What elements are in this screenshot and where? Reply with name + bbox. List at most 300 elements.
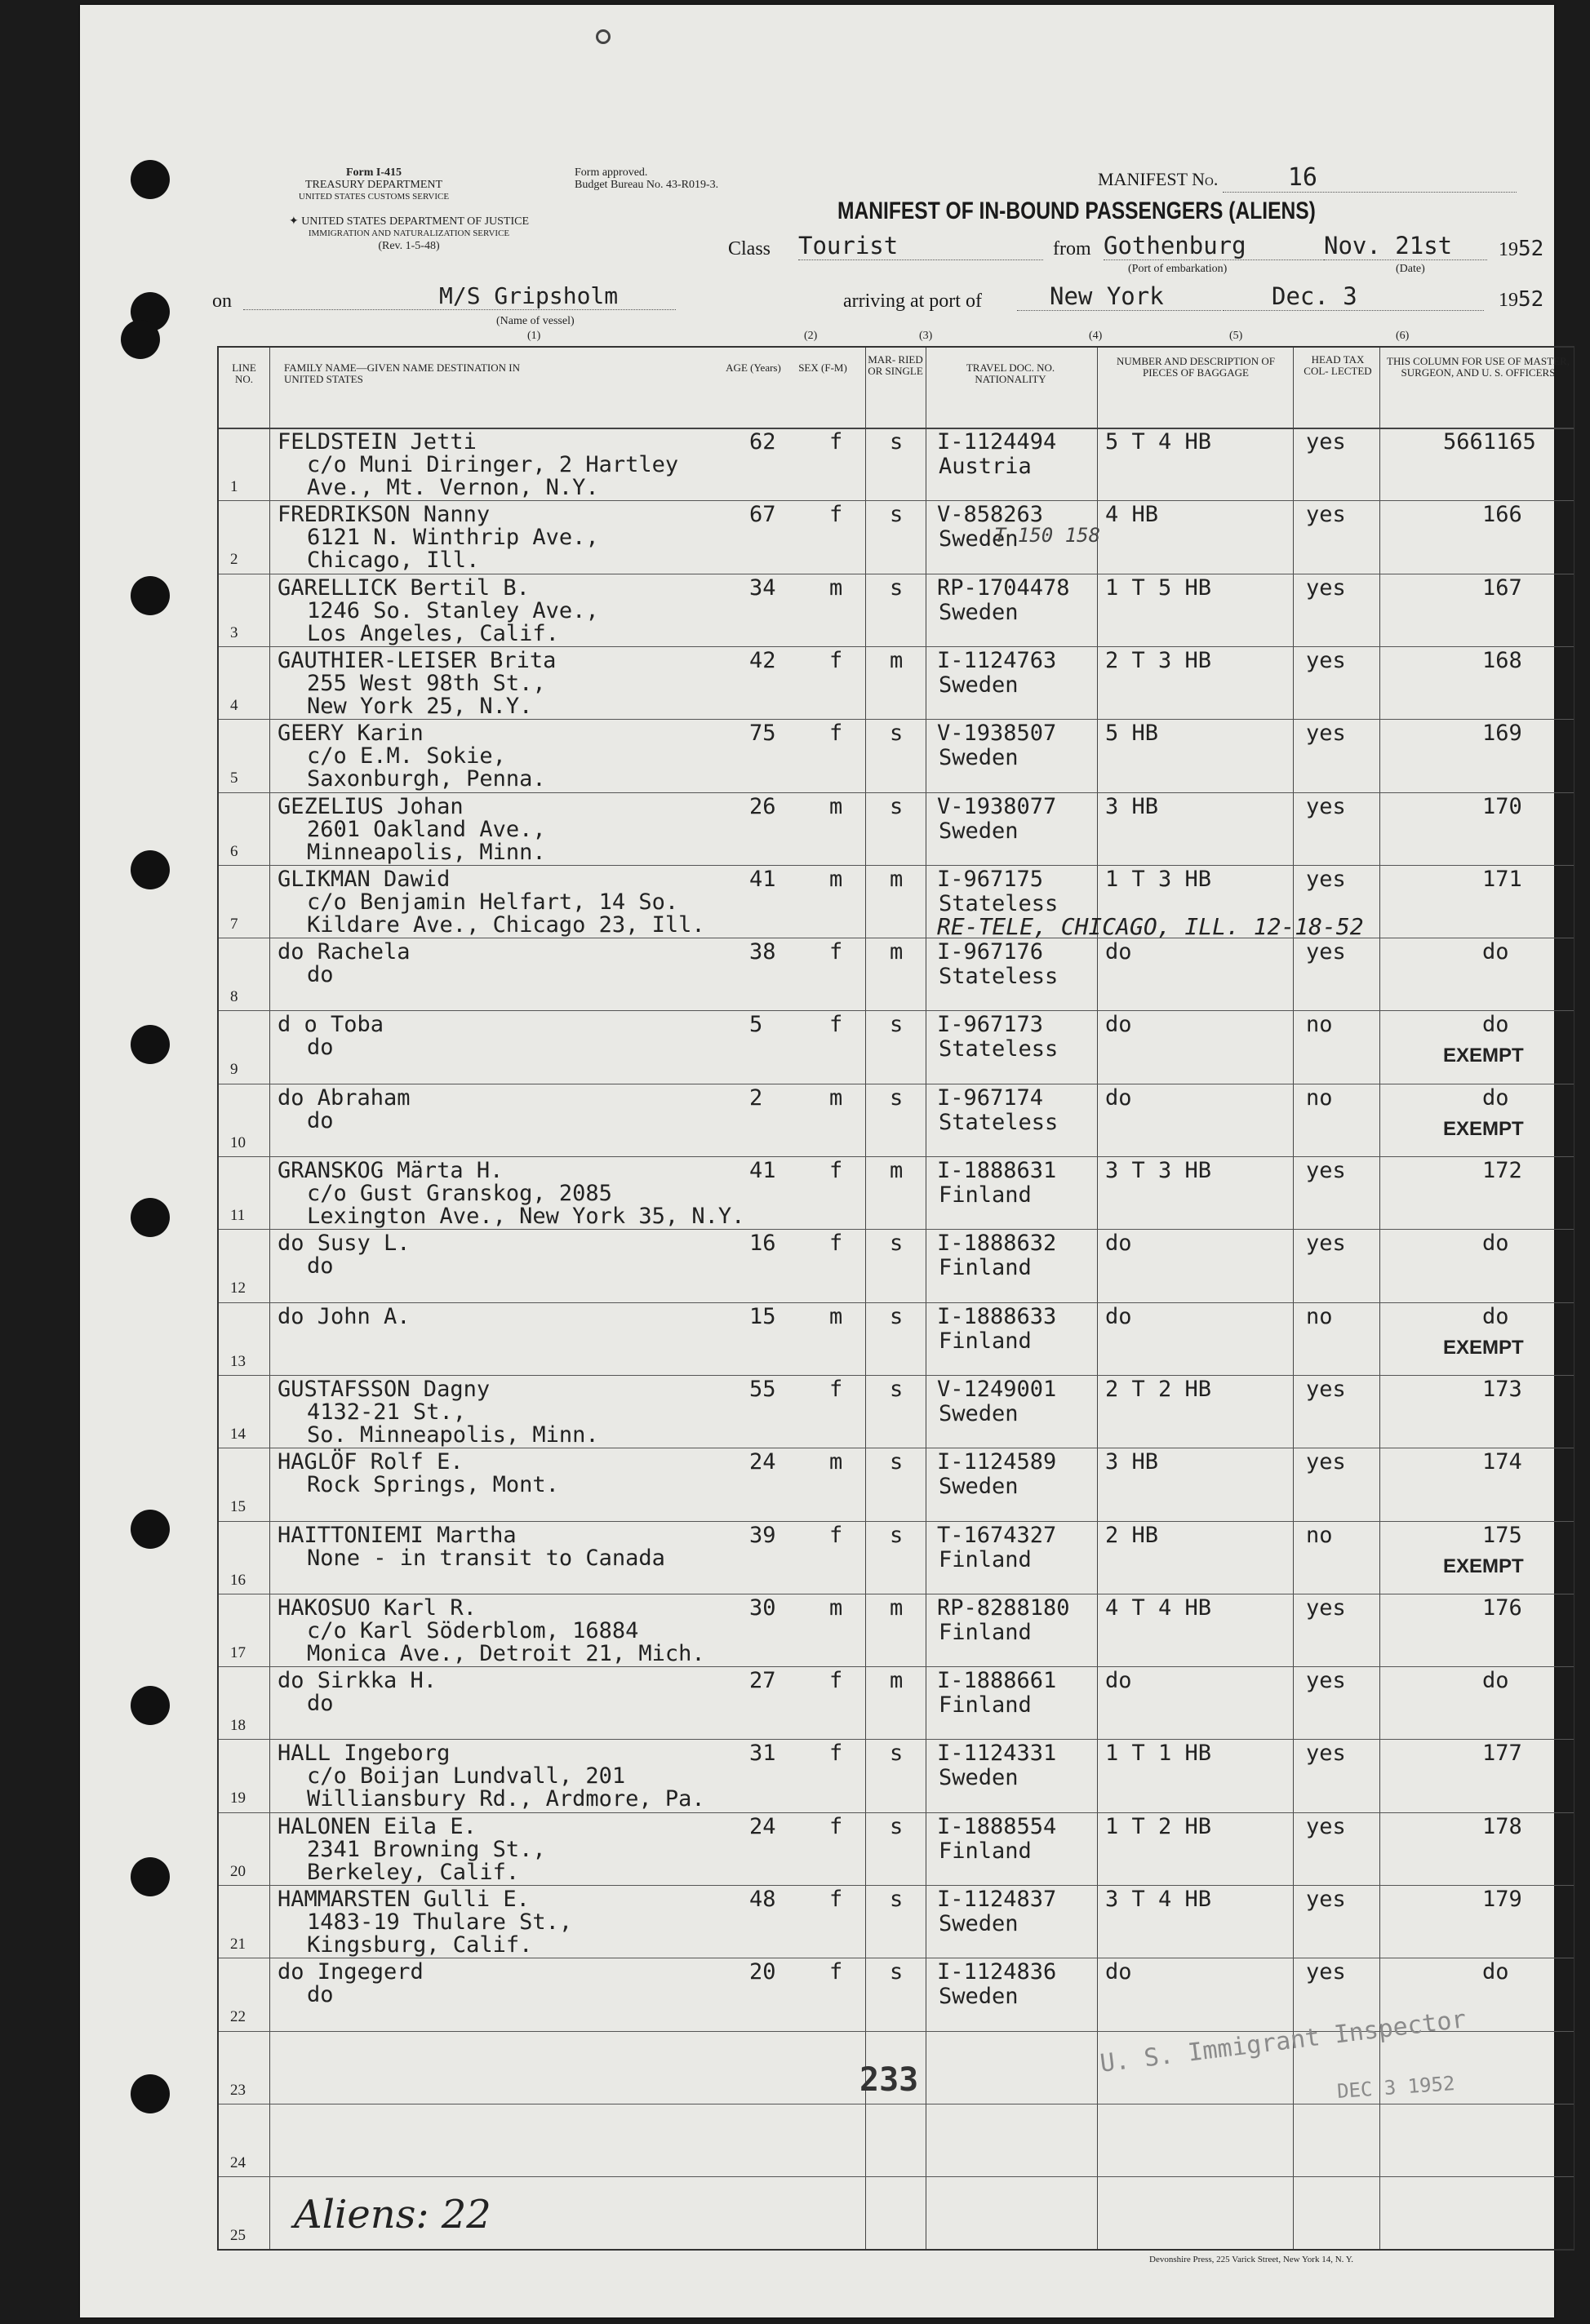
destination-line-1: 6121 N. Winthrip Ave., bbox=[307, 525, 599, 551]
head-tax: yes bbox=[1306, 1376, 1346, 1402]
on-label: on bbox=[212, 290, 232, 312]
line-number: 22 bbox=[230, 2008, 246, 2026]
baggage: do bbox=[1105, 1959, 1132, 1985]
destination-line-1: 2601 Oakland Ave., bbox=[307, 816, 546, 842]
marital-status: s bbox=[890, 1887, 904, 1912]
arrival-date: Dec. 3 bbox=[1272, 282, 1357, 310]
marital-status: s bbox=[890, 429, 904, 455]
officer-entry: 167 bbox=[1482, 574, 1522, 601]
exempt-stamp: EXEMPT bbox=[1443, 1336, 1524, 1359]
marital-status: s bbox=[890, 1231, 904, 1257]
marital-status: m bbox=[890, 866, 904, 892]
nationality: Sweden bbox=[939, 1984, 1019, 2010]
vessel-caption: (Name of vessel) bbox=[496, 315, 575, 327]
form-approved: Form approved. bbox=[575, 166, 648, 179]
baggage: 3 T 4 HB bbox=[1105, 1887, 1212, 1912]
passenger-name: HALL Ingeborg bbox=[278, 1741, 451, 1767]
travel-doc-number: I-967175 bbox=[937, 866, 1044, 892]
head-tax: yes bbox=[1306, 793, 1346, 819]
col-married: MAR- RIED OR SINGLE bbox=[868, 353, 923, 377]
col-num-5: (5) bbox=[1229, 330, 1243, 342]
head-tax: yes bbox=[1306, 721, 1346, 747]
baggage: 1 T 5 HB bbox=[1105, 574, 1212, 601]
nationality: Sweden bbox=[939, 1400, 1019, 1426]
marital-status: s bbox=[890, 1303, 904, 1329]
baggage: do bbox=[1105, 1668, 1132, 1694]
destination-line-2: Lexington Ave., New York 35, N.Y. bbox=[307, 1204, 745, 1229]
destination-line-1: do bbox=[307, 1982, 334, 2008]
passenger-name: do Sirkka H. bbox=[278, 1668, 437, 1694]
baggage: 1 T 1 HB bbox=[1105, 1741, 1212, 1767]
destination-line-2: Minneapolis, Minn. bbox=[307, 839, 546, 865]
arriving-label: arriving at port of bbox=[843, 290, 982, 312]
marital-status: s bbox=[890, 1084, 904, 1111]
nationality: Sweden bbox=[939, 818, 1019, 844]
head-tax: yes bbox=[1306, 866, 1346, 892]
travel-doc-number: I-967176 bbox=[937, 939, 1044, 965]
col-num-3: (3) bbox=[919, 330, 933, 342]
travel-doc-number: I-1888632 bbox=[937, 1231, 1057, 1257]
marital-status: s bbox=[890, 1959, 904, 1985]
passenger-name: FREDRIKSON Nanny bbox=[278, 502, 491, 528]
passenger-name: do Rachela bbox=[278, 939, 411, 965]
col-num-4: (4) bbox=[1089, 330, 1103, 342]
officer-entry: do bbox=[1482, 1959, 1509, 1985]
sex: m bbox=[829, 1303, 843, 1329]
destination-line-1: 255 West 98th St., bbox=[307, 670, 546, 696]
sex: f bbox=[829, 1741, 843, 1767]
destination-line-1: do bbox=[307, 1691, 334, 1717]
printer-imprint: Devonshire Press, 225 Varick Street, New York 14, N. Y. bbox=[1149, 2255, 1354, 2264]
nationality: Sweden bbox=[939, 745, 1019, 771]
passenger-name: GEERY Karin bbox=[278, 721, 424, 747]
sex: m bbox=[829, 1084, 843, 1111]
head-tax: yes bbox=[1306, 574, 1346, 601]
marital-status: s bbox=[890, 1449, 904, 1475]
head-tax: yes bbox=[1306, 1594, 1346, 1621]
row-divider bbox=[219, 1229, 1574, 1230]
marital-status: s bbox=[890, 793, 904, 819]
age: 41 bbox=[749, 1158, 776, 1183]
form-title: MANIFEST OF IN-BOUND PASSENGERS (ALIENS) bbox=[837, 197, 1316, 224]
destination-line-1: Rock Springs, Mont. bbox=[307, 1472, 559, 1498]
baggage: 3 T 3 HB bbox=[1105, 1158, 1212, 1183]
passenger-name: FELDSTEIN Jetti bbox=[278, 429, 477, 455]
col-line-no: LINE NO. bbox=[232, 361, 256, 385]
travel-doc-number: I-1124836 bbox=[937, 1959, 1057, 1985]
destination-line-2: Kildare Ave., Chicago 23, Ill. bbox=[307, 911, 705, 938]
passenger-name: do Susy L. bbox=[278, 1231, 411, 1257]
destination-line-1: do bbox=[307, 962, 334, 988]
officer-entry: do bbox=[1482, 939, 1509, 965]
sex: m bbox=[829, 1594, 843, 1621]
destination-line-1: c/o Muni Diringer, 2 Hartley bbox=[307, 452, 679, 477]
aliens-count-note: Aliens: 22 bbox=[294, 2192, 491, 2238]
ins-heading: IMMIGRATION AND NATURALIZATION SERVICE bbox=[308, 228, 510, 238]
nationality: Finland bbox=[939, 1619, 1032, 1645]
age: 62 bbox=[749, 429, 776, 455]
travel-doc-number: I-1888631 bbox=[937, 1158, 1057, 1183]
marital-status: s bbox=[890, 574, 904, 601]
punch-hole bbox=[131, 850, 170, 889]
punch-hole bbox=[121, 320, 160, 359]
passenger-name: HAITTONIEMI Martha bbox=[278, 1522, 517, 1548]
from-label: from bbox=[1053, 238, 1091, 259]
travel-doc-number: RP-8288180 bbox=[937, 1594, 1070, 1621]
sex: m bbox=[829, 574, 843, 601]
travel-doc-number: V-1249001 bbox=[937, 1376, 1057, 1402]
col-num-6: (6) bbox=[1396, 330, 1410, 342]
row-divider bbox=[219, 1739, 1574, 1740]
row-divider bbox=[219, 500, 1574, 501]
sex: f bbox=[829, 721, 843, 747]
head-tax: no bbox=[1306, 1084, 1333, 1111]
sex: m bbox=[829, 1449, 843, 1475]
class-value: Tourist bbox=[798, 232, 899, 259]
head-tax: no bbox=[1306, 1522, 1333, 1548]
line-number: 11 bbox=[230, 1207, 246, 1224]
officer-entry: 168 bbox=[1482, 647, 1522, 673]
manifest-page bbox=[80, 5, 1570, 2317]
destination-line-1: do bbox=[307, 1107, 334, 1133]
passenger-name: HAMMARSTEN Gulli E. bbox=[278, 1887, 530, 1912]
baggage: do bbox=[1105, 1012, 1132, 1038]
col-officers: THIS COLUMN FOR USE OF MASTER, SURGEON, AND U. S. OFFICERS bbox=[1387, 355, 1570, 379]
arrival-year: 52 bbox=[1518, 287, 1544, 312]
baggage: 1 T 2 HB bbox=[1105, 1813, 1212, 1839]
destination-line-2: New York 25, N.Y. bbox=[307, 693, 533, 719]
officer-entry: 166 bbox=[1482, 502, 1522, 528]
line-number: 24 bbox=[230, 2153, 246, 2171]
head-tax: yes bbox=[1306, 1741, 1346, 1767]
line-number: 17 bbox=[230, 1643, 246, 1661]
officer-entry: 173 bbox=[1482, 1376, 1522, 1402]
destination-line-2: Berkeley, Calif. bbox=[307, 1859, 520, 1885]
travel-doc-number: V-1938507 bbox=[937, 721, 1057, 747]
officer-entry: 175 bbox=[1482, 1522, 1522, 1548]
officer-entry: 178 bbox=[1482, 1813, 1522, 1839]
head-tax: yes bbox=[1306, 1449, 1346, 1475]
destination-line-2: Williansbury Rd., Ardmore, Pa. bbox=[307, 1786, 705, 1812]
treasury-dept: TREASURY DEPARTMENT bbox=[304, 179, 443, 191]
row-divider bbox=[219, 865, 1574, 866]
officer-entry: 179 bbox=[1482, 1887, 1522, 1912]
age: 27 bbox=[749, 1668, 776, 1694]
sex: f bbox=[829, 1668, 843, 1694]
travel-doc-number: V-1938077 bbox=[937, 793, 1057, 819]
col-travel-doc: TRAVEL DOC. NO. NATIONALITY bbox=[966, 361, 1055, 385]
head-tax: yes bbox=[1306, 1668, 1346, 1694]
row-divider bbox=[219, 1302, 1574, 1303]
exempt-stamp: EXEMPT bbox=[1443, 1555, 1524, 1577]
passenger-name: HALONEN Eila E. bbox=[278, 1813, 477, 1839]
year-prefix: 19 bbox=[1499, 290, 1518, 311]
officer-entry: 177 bbox=[1482, 1741, 1522, 1767]
sex: f bbox=[829, 429, 843, 455]
line-number: 13 bbox=[230, 1352, 246, 1370]
baggage: 1 T 3 HB bbox=[1105, 866, 1212, 892]
marital-status: s bbox=[890, 1012, 904, 1038]
destination-line-2: Ave., Mt. Vernon, N.Y. bbox=[307, 475, 599, 500]
marital-status: m bbox=[890, 1158, 904, 1183]
line-number: 10 bbox=[230, 1133, 246, 1151]
col-sex: SEX (F-M) bbox=[798, 361, 847, 374]
line-number: 21 bbox=[230, 1936, 246, 1953]
count-stamp: 233 bbox=[859, 2061, 919, 2099]
embarkation-port: Gothenburg bbox=[1104, 232, 1246, 259]
age: 42 bbox=[749, 647, 776, 673]
line-number: 19 bbox=[230, 1790, 246, 1807]
travel-doc-number: I-967173 bbox=[937, 1012, 1044, 1038]
line-number: 4 bbox=[230, 696, 238, 714]
marital-status: s bbox=[890, 1741, 904, 1767]
destination-line-2: Los Angeles, Calif. bbox=[307, 620, 559, 646]
nationality: Sweden bbox=[939, 1474, 1019, 1500]
manifest-no-label: MANIFEST No. bbox=[1098, 169, 1219, 189]
revision: (Rev. 1-5-48) bbox=[378, 240, 440, 252]
passenger-name: d o Toba bbox=[278, 1012, 384, 1038]
head-tax: yes bbox=[1306, 1887, 1346, 1912]
destination-line-1: 4132-21 St., bbox=[307, 1399, 467, 1425]
age: 24 bbox=[749, 1813, 776, 1839]
marital-status: m bbox=[890, 1668, 904, 1694]
marital-status: s bbox=[890, 502, 904, 528]
destination-line-1: 1246 So. Stanley Ave., bbox=[307, 597, 599, 623]
officer-entry: 174 bbox=[1482, 1449, 1522, 1475]
age: 75 bbox=[749, 721, 776, 747]
head-tax: yes bbox=[1306, 1959, 1346, 1985]
marital-status: m bbox=[890, 647, 904, 673]
destination-line-2: Kingsburg, Calif. bbox=[307, 1932, 533, 1958]
nationality: Sweden bbox=[939, 599, 1019, 625]
officer-entry: 171 bbox=[1482, 866, 1522, 892]
line-number: 12 bbox=[230, 1280, 246, 1297]
passenger-name: HAKOSUO Karl R. bbox=[278, 1594, 477, 1621]
age: 67 bbox=[749, 502, 776, 528]
travel-doc-number: I-1124494 bbox=[937, 429, 1057, 455]
age: 26 bbox=[749, 793, 776, 819]
baggage: 2 T 2 HB bbox=[1105, 1376, 1212, 1402]
travel-doc-number: V-858263 bbox=[937, 502, 1044, 528]
punch-hole bbox=[131, 160, 170, 199]
age: 20 bbox=[749, 1959, 776, 1985]
exempt-stamp: EXEMPT bbox=[1443, 1117, 1524, 1140]
age: 31 bbox=[749, 1741, 776, 1767]
destination-line-1: do bbox=[307, 1253, 334, 1280]
line-number: 14 bbox=[230, 1425, 246, 1443]
officer-entry: do bbox=[1482, 1668, 1509, 1694]
stamp-date: DEC 3 1952 bbox=[1336, 2071, 1456, 2104]
destination-line-1: c/o E.M. Sokie, bbox=[307, 743, 506, 769]
age: 38 bbox=[749, 939, 776, 965]
destination-line-1: 1483-19 Thulare St., bbox=[307, 1909, 573, 1935]
travel-doc-number: I-1124763 bbox=[937, 647, 1057, 673]
baggage: 3 HB bbox=[1105, 793, 1159, 819]
line-number: 20 bbox=[230, 1862, 246, 1880]
travel-doc-number: I-1124589 bbox=[937, 1449, 1057, 1475]
nationality: Finland bbox=[939, 1838, 1032, 1864]
age: 30 bbox=[749, 1594, 776, 1621]
marital-status: m bbox=[890, 1594, 904, 1621]
nationality: Finland bbox=[939, 1255, 1032, 1281]
destination-line-1: None - in transit to Canada bbox=[307, 1545, 665, 1571]
port-caption: (Port of embarkation) bbox=[1128, 263, 1228, 275]
exempt-stamp: EXEMPT bbox=[1443, 1044, 1524, 1067]
marital-status: s bbox=[890, 721, 904, 747]
departure-year: 52 bbox=[1518, 237, 1544, 261]
travel-doc-number: I-1124837 bbox=[937, 1887, 1057, 1912]
line-number: 1 bbox=[230, 478, 238, 495]
row-divider bbox=[219, 1885, 1574, 1886]
handwritten-note: RE-TELE, CHICAGO, ILL. 12-18-52 bbox=[937, 912, 1364, 940]
line-number: 23 bbox=[230, 2081, 246, 2099]
head-tax: yes bbox=[1306, 1158, 1346, 1183]
year-prefix: 19 bbox=[1499, 239, 1518, 260]
head-tax: no bbox=[1306, 1303, 1333, 1329]
punch-hole bbox=[131, 1686, 170, 1725]
head-tax: yes bbox=[1306, 1231, 1346, 1257]
passenger-name: do Abraham bbox=[278, 1084, 411, 1111]
destination-line-1: c/o Karl Söderblom, 16884 bbox=[307, 1617, 639, 1643]
passenger-name: GEZELIUS Johan bbox=[278, 793, 464, 819]
line-number: 15 bbox=[230, 1498, 246, 1516]
baggage: 4 HB bbox=[1105, 502, 1159, 528]
nationality: Austria bbox=[939, 454, 1032, 479]
col-name: FAMILY NAME—GIVEN NAME DESTINATION IN UNITED STATES bbox=[284, 361, 521, 385]
destination-line-2: Saxonburgh, Penna. bbox=[307, 766, 546, 792]
officer-entry: do bbox=[1482, 1012, 1509, 1038]
sex: f bbox=[829, 1887, 843, 1912]
passenger-name: GRANSKOG Märta H. bbox=[278, 1158, 504, 1183]
manifest-no: 16 bbox=[1287, 163, 1317, 192]
sex: f bbox=[829, 1959, 843, 1985]
col-baggage: NUMBER AND DESCRIPTION OF PIECES OF BAGGAGE bbox=[1117, 355, 1275, 379]
col-num-1: (1) bbox=[527, 330, 541, 342]
row-divider bbox=[219, 1521, 1574, 1522]
travel-doc-number: I-1888633 bbox=[937, 1303, 1057, 1329]
baggage: 2 T 3 HB bbox=[1105, 647, 1212, 673]
nationality: Sweden bbox=[939, 672, 1019, 698]
travel-doc-number: I-1888661 bbox=[937, 1668, 1057, 1694]
officer-entry: 172 bbox=[1482, 1158, 1522, 1183]
destination-line-1: c/o Benjamin Helfart, 14 So. bbox=[307, 889, 679, 915]
row-divider bbox=[219, 1666, 1574, 1667]
head-tax: yes bbox=[1306, 1813, 1346, 1839]
head-tax: yes bbox=[1306, 647, 1346, 673]
passenger-name: do John A. bbox=[278, 1303, 411, 1329]
sex: f bbox=[829, 647, 843, 673]
class-label: Class bbox=[728, 238, 771, 259]
travel-doc-number: I-1888554 bbox=[937, 1813, 1057, 1839]
marital-status: m bbox=[890, 939, 904, 965]
officer-entry: 176 bbox=[1482, 1594, 1522, 1621]
sex: f bbox=[829, 1813, 843, 1839]
age: 5 bbox=[749, 1012, 763, 1038]
punch-hole bbox=[131, 1857, 170, 1896]
officer-entry: do bbox=[1482, 1231, 1509, 1257]
passenger-name: GARELLICK Bertil B. bbox=[278, 574, 530, 601]
baggage: do bbox=[1105, 1084, 1132, 1111]
destination-line-1: 2341 Browning St., bbox=[307, 1836, 546, 1862]
officer-entry: 5661165 bbox=[1443, 429, 1536, 455]
line-number: 7 bbox=[230, 915, 238, 933]
officer-entry: do bbox=[1482, 1084, 1509, 1111]
sex: f bbox=[829, 1376, 843, 1402]
row-divider bbox=[219, 2176, 1574, 2177]
travel-doc-number: I-1124331 bbox=[937, 1741, 1057, 1767]
row-divider bbox=[219, 1375, 1574, 1376]
age: 41 bbox=[749, 866, 776, 892]
destination-line-2: Monica Ave., Detroit 21, Mich. bbox=[307, 1640, 705, 1666]
doj-heading: ✦ UNITED STATES DEPARTMENT OF JUSTICE bbox=[288, 215, 530, 228]
officer-entry: 169 bbox=[1482, 721, 1522, 747]
sex: m bbox=[829, 793, 843, 819]
row-divider bbox=[219, 646, 1574, 647]
age: 24 bbox=[749, 1449, 776, 1475]
nationality: Stateless bbox=[939, 1109, 1059, 1135]
baggage: do bbox=[1105, 1303, 1132, 1329]
destination-line-1: c/o Gust Granskog, 2085 bbox=[307, 1181, 612, 1206]
col-head-tax: HEAD TAX COL- LECTED bbox=[1304, 353, 1372, 377]
punch-hole bbox=[131, 1510, 170, 1549]
age: 16 bbox=[749, 1231, 776, 1257]
row-divider bbox=[219, 1812, 1574, 1813]
row-divider bbox=[219, 1010, 1574, 1011]
punch-hole bbox=[131, 576, 170, 615]
travel-doc-number: I-967174 bbox=[937, 1084, 1044, 1111]
date-caption: (Date) bbox=[1396, 263, 1425, 275]
form-number: Form I-415 bbox=[345, 166, 402, 179]
row-divider bbox=[219, 1156, 1574, 1157]
nationality: Stateless bbox=[939, 1036, 1059, 1062]
sex: f bbox=[829, 1158, 843, 1183]
vessel-name: M/S Gripsholm bbox=[439, 282, 619, 309]
sex: f bbox=[829, 502, 843, 528]
age: 55 bbox=[749, 1376, 776, 1402]
sex: m bbox=[829, 866, 843, 892]
departure-date: Nov. 21st bbox=[1324, 232, 1453, 259]
line-number: 25 bbox=[230, 2227, 246, 2245]
marital-status: s bbox=[890, 1376, 904, 1402]
age: 39 bbox=[749, 1522, 776, 1548]
table-rows bbox=[219, 348, 1574, 2249]
marital-status: s bbox=[890, 1522, 904, 1548]
arrival-port: New York bbox=[1050, 282, 1164, 310]
nationality: Stateless bbox=[939, 964, 1059, 990]
row-divider bbox=[219, 792, 1574, 793]
budget-bureau: Budget Bureau No. 43-R019-3. bbox=[575, 179, 719, 191]
destination-line-2: Chicago, Ill. bbox=[307, 548, 480, 574]
destination-line-2: So. Minneapolis, Minn. bbox=[307, 1421, 599, 1448]
passenger-name: GUSTAFSSON Dagny bbox=[278, 1376, 491, 1402]
marital-status: s bbox=[890, 1813, 904, 1839]
travel-doc-number: T-1674327 bbox=[937, 1522, 1057, 1548]
age: 48 bbox=[749, 1887, 776, 1912]
line-number: 3 bbox=[230, 623, 238, 641]
customs-service: UNITED STATES CUSTOMS SERVICE bbox=[298, 192, 450, 202]
inspector-stamp: U. S. Immigrant Inspector bbox=[1098, 2005, 1468, 2078]
line-number: 18 bbox=[230, 1717, 246, 1735]
sex: f bbox=[829, 1522, 843, 1548]
nationality: Finland bbox=[939, 1328, 1032, 1354]
baggage: 4 T 4 HB bbox=[1105, 1594, 1212, 1621]
col-age: AGE (Years) bbox=[726, 361, 781, 374]
handwritten-note: T 150 158 bbox=[994, 524, 1101, 548]
head-tax: yes bbox=[1306, 939, 1346, 965]
age: 2 bbox=[749, 1084, 763, 1111]
sex: f bbox=[829, 939, 843, 965]
sex: f bbox=[829, 1231, 843, 1257]
